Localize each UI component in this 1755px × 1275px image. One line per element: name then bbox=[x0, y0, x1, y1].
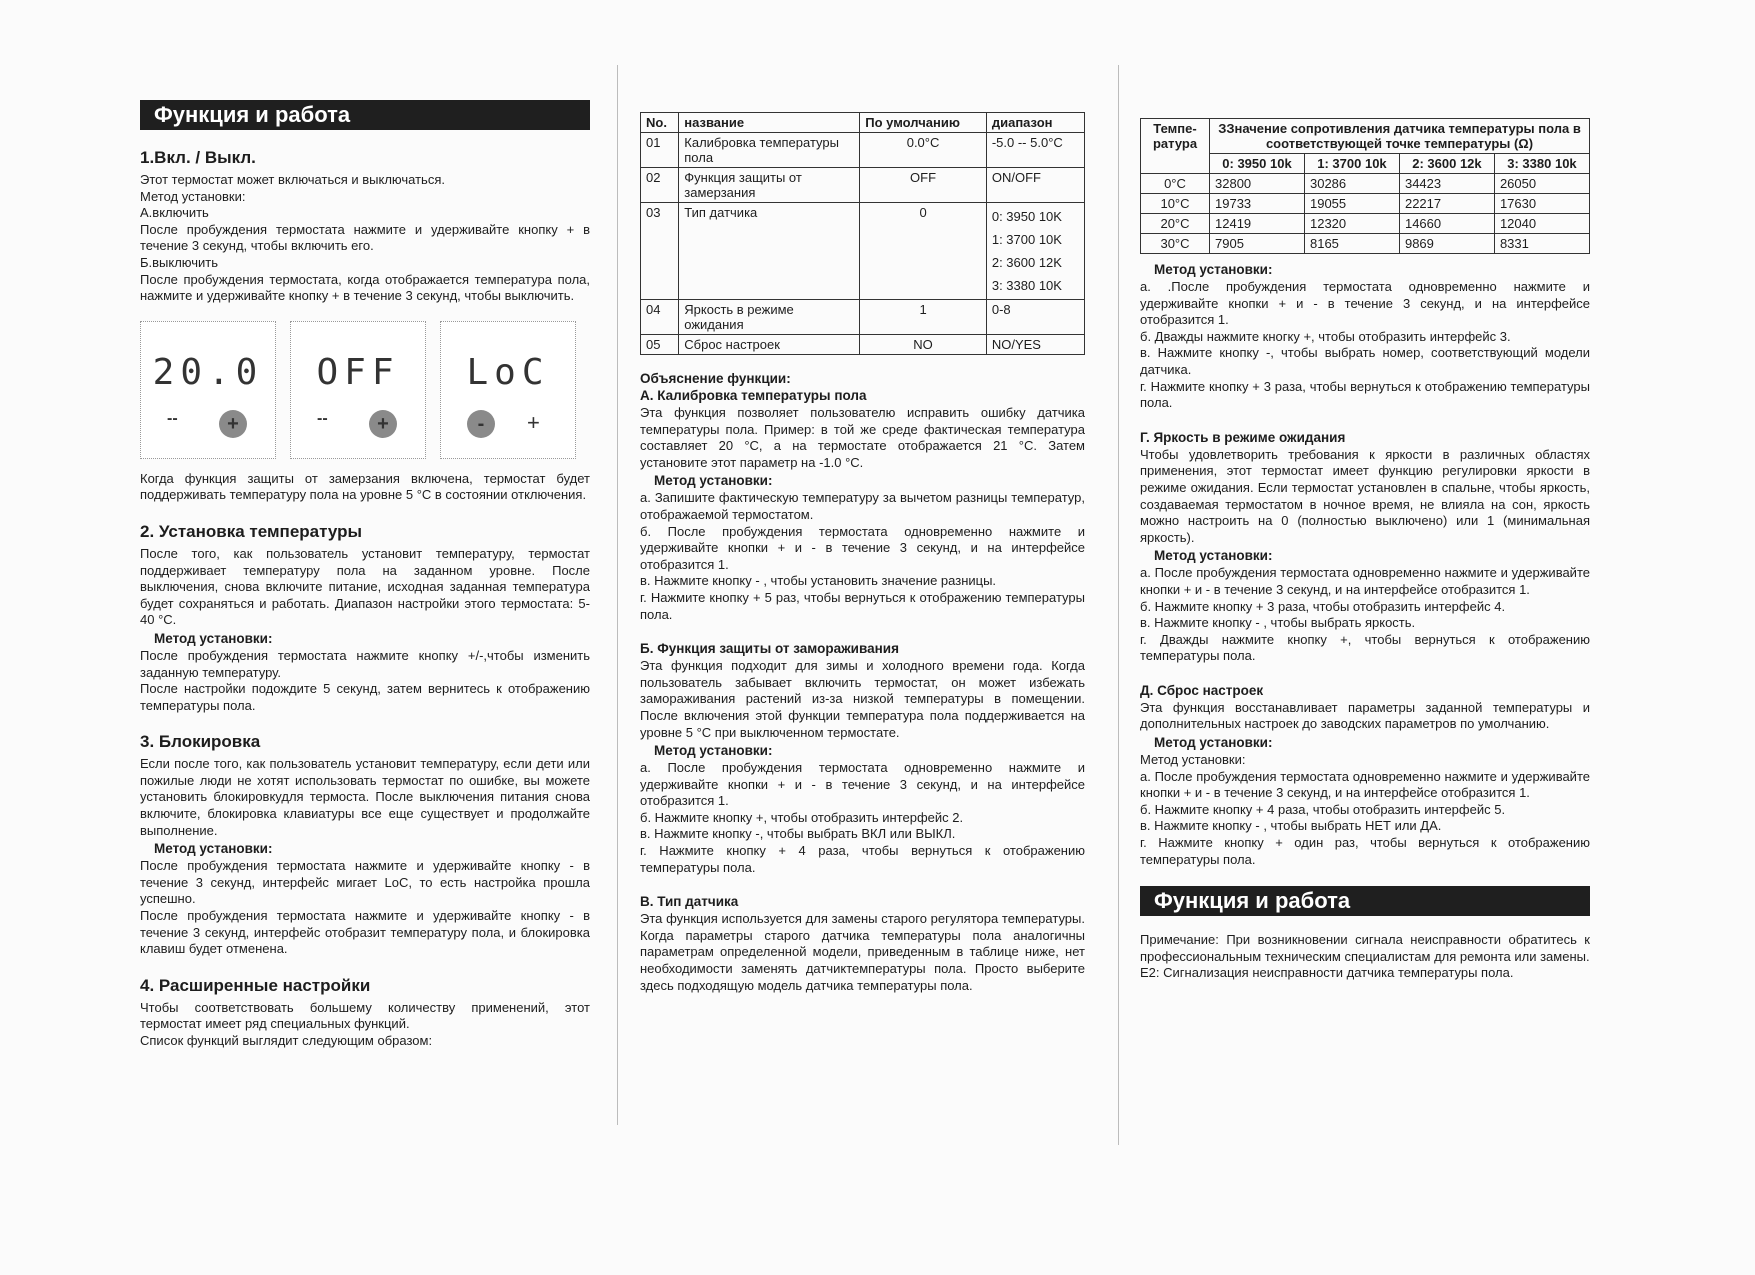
cell-name: Сброс настроек bbox=[679, 335, 860, 355]
table-row bbox=[1141, 194, 1590, 214]
reset-method-sub: Метод установки: bbox=[1140, 752, 1246, 768]
brightness-step: г. Дважды нажмите кнопку +, чтобы вернуться к отображению температуры пола. bbox=[1140, 631, 1590, 664]
cell-value: 19733 bbox=[1210, 194, 1305, 214]
plus-button-icon: + bbox=[219, 410, 247, 438]
cell-range: 0: 3950 10K 1: 3700 10K 2: 3600 12K 3: 3380 10K bbox=[986, 203, 1084, 300]
sensor-step: б. Дважды нажмите кногку +, чтобы отобразить интерфейс 3. bbox=[1140, 328, 1511, 344]
sensor-step: в. Нажмите кнопку -, чтобы выбрать номер, соответствующий модели датчика. bbox=[1140, 345, 1590, 377]
brightness-method: Метод установки: bbox=[1154, 548, 1273, 564]
header-default: По умолчанию bbox=[860, 113, 987, 133]
fold-line-right bbox=[1118, 65, 1119, 1145]
header-resistance: ЗЗначение сопротивления датчика температуры пола в соответствующей точке температуры (Ω) bbox=[1210, 119, 1590, 154]
calibration-step: в. Нажмите кнопку - , чтобы установить значение разницы. bbox=[640, 573, 997, 589]
function-table bbox=[640, 112, 1085, 355]
table-row bbox=[641, 133, 1085, 168]
cell-value: 12320 bbox=[1304, 214, 1399, 234]
cell-name: Тип датчика bbox=[679, 203, 860, 300]
cell-name: Функция защиты от замерзания bbox=[679, 168, 860, 203]
cell-temp: 30°C bbox=[1141, 234, 1210, 254]
cell-no: 04 bbox=[641, 300, 679, 335]
cell-name: Яркость в режиме ожидания bbox=[679, 300, 860, 335]
calibration-step: а. Запишите фактическую температуру за вычетом разницы температур, отображаемой термостатом. bbox=[640, 490, 1085, 522]
reset-method: Метод установки: bbox=[1154, 735, 1273, 751]
cell-range: 0-8 bbox=[986, 300, 1084, 335]
cell-value: 9869 bbox=[1399, 234, 1494, 254]
left-column bbox=[140, 100, 590, 1050]
freeze-step: б. Нажмите кнопку +, чтобы отобразить интерфейс 2. bbox=[640, 809, 964, 825]
lock-text: Если после того, как пользователь установит температуру, если дети или пожилые люди не хотят использовать термостат по ошибке, вы можете установить блокировкудля термоста. После выключения питания снова включите, блокировка клавиатуры все еще существует и продолжайте выполнение. bbox=[140, 756, 590, 838]
sensor-text: Эта функция используется для замены старого регулятора температуры. Когда параметры старого датчика температуры пола аналогичны параметрам определенной модели, приведенным в таблице ниже, нет необходимости заменять датчиктемпературы пола. Просто выберите здесь подходящую модель датчика температуры пола. bbox=[640, 911, 1085, 993]
subheader-model: 1: 3700 10k bbox=[1304, 154, 1399, 174]
table-header-row bbox=[641, 113, 1085, 133]
section-banner-bottom: Функция и работа bbox=[1140, 886, 1590, 916]
onoff-method: Метод установки: bbox=[140, 188, 246, 204]
calibration-text: Эта функция позволяет пользователю исправить ошибку датчика температуры пола. Пример: в той же среде фактическая температура составляет 20 °C, а на термостате отображается 21 °C. Затем установите этот параметр на -1.0 °C. bbox=[640, 405, 1085, 470]
onoff-a-label: А.включить bbox=[140, 205, 209, 221]
advanced-title: 4. Расширенные настройки bbox=[140, 975, 371, 995]
calibration-step: б. После пробуждения термостата одновременно нажмите и удерживайте кнопки + и - в течение 3 секунд, и на интерфейсе отобразится 1. bbox=[640, 523, 1085, 572]
reset-step: г. Нажмите кнопку + один раз, чтобы вернуться к отображению температуры пола. bbox=[1140, 835, 1590, 867]
freeze-method: Метод установки: bbox=[654, 743, 773, 759]
freeze-note: Когда функция защиты от замерзания включена, термостат будет поддерживать температуру пола на уровне 5 °C в состоянии отключения. bbox=[140, 470, 590, 503]
reset-step: а. После пробуждения термостата одновременно нажмите и удерживайте кнопки + и - в течение 3 секунд, и на интерфейсе отобразится 1. bbox=[1140, 768, 1590, 801]
header-no: No. bbox=[641, 113, 679, 133]
cell-range: -5.0 -- 5.0°C bbox=[986, 133, 1084, 168]
fault-e2: E2: Сигнализация неисправности датчика температуры пола. bbox=[1140, 965, 1514, 981]
plus-button-label: + bbox=[527, 409, 540, 435]
freeze-step: г. Нажмите кнопку + 4 раза, чтобы вернуться к отображению температуры пола. bbox=[640, 843, 1085, 875]
reset-step: б. Нажмите кнопку + 4 раза, чтобы отобразить интерфейс 5. bbox=[1140, 801, 1506, 817]
cell-temp: 20°C bbox=[1141, 214, 1210, 234]
cell-default: OFF bbox=[860, 168, 987, 203]
middle-column bbox=[640, 112, 1085, 994]
freeze-title: Б. Функция защиты от замораживания bbox=[640, 641, 899, 657]
sensor-title: В. Тип датчика bbox=[640, 894, 739, 910]
header-temperature: Темпе-ратура bbox=[1141, 119, 1210, 174]
cell-value: 12040 bbox=[1494, 214, 1589, 234]
cell-default: 0 bbox=[860, 203, 987, 300]
advanced-text: Чтобы соответствовать большему количеству применений, этот термостат имеет ряд специальных функций. bbox=[140, 999, 590, 1032]
settemp-p2: После настройки подождите 5 секунд, затем вернитесь к отображению температуры пола. bbox=[140, 681, 590, 713]
cell-value: 26050 bbox=[1494, 174, 1589, 194]
minus-button-icon: - bbox=[467, 410, 495, 438]
table-header-row bbox=[1141, 119, 1590, 154]
lock-method: Метод установки: bbox=[154, 841, 273, 857]
cell-name: Калибровка температуры пола bbox=[679, 133, 860, 168]
settemp-title: 2. Установка температуры bbox=[140, 521, 363, 541]
cell-default: 0.0°C bbox=[860, 133, 987, 168]
freeze-text: Эта функция подходит для зимы и холодного времени года. Когда пользователь забывает включить термостат, он может избежать замораживания растений из-за низкой температуры в помещении. После включения этой функции температура пола поддерживается на уровне 5 °C при выключенном термостате. bbox=[640, 658, 1085, 740]
lock-p1: После пробуждения термостата нажмите и удерживайте кнопку - в течение 3 секунд, интерфейс мигает LoC, то есть настройка прошла успешно. bbox=[140, 858, 590, 907]
fault-note: Примечание: При возникновении сигнала неисправности обратитесь к профессиональным техническим специалистам для ремонта или замены. bbox=[1140, 932, 1590, 964]
cell-value: 12419 bbox=[1210, 214, 1305, 234]
cell-value: 7905 bbox=[1210, 234, 1305, 254]
settemp-method: Метод установки: bbox=[154, 630, 273, 646]
right-column bbox=[1140, 118, 1590, 982]
cell-value: 30286 bbox=[1304, 174, 1399, 194]
fold-line-left bbox=[617, 65, 618, 1125]
plus-button-icon: + bbox=[369, 410, 397, 438]
sensor-method: Метод установки: bbox=[1154, 262, 1273, 277]
onoff-b-text: После пробуждения термостата, когда отображается температура пола, нажмите и удерживайте кнопку + в течение 3 секунд, чтобы выключить. bbox=[140, 271, 590, 304]
cell-value: 17630 bbox=[1494, 194, 1589, 214]
cell-value: 8331 bbox=[1494, 234, 1589, 254]
display-off bbox=[290, 321, 426, 459]
display-illustrations bbox=[140, 321, 590, 459]
brightness-text: Чтобы удовлетворить требования к яркости в различных областях применения, этот термостат имеет функцию регулировки яркости в режиме ожидания. Если термостат установлен в спальне, чтобы яркость, создаваемая термостатом в ночное время, не влияла на сон, яркость можно настроить на 0 (полностью выключено) или 1 (минимальная яркость). bbox=[1140, 446, 1590, 545]
header-name: название bbox=[679, 113, 860, 133]
cell-temp: 10°C bbox=[1141, 194, 1210, 214]
table-row bbox=[641, 300, 1085, 335]
cell-value: 14660 bbox=[1399, 214, 1494, 234]
lock-title: 3. Блокировка bbox=[140, 732, 261, 752]
calibration-title: А. Калибровка температуры пола bbox=[640, 388, 867, 403]
cell-value: 32800 bbox=[1210, 174, 1305, 194]
cell-value: 22217 bbox=[1399, 194, 1494, 214]
cell-no: 03 bbox=[641, 203, 679, 300]
onoff-b-label: Б.выключить bbox=[140, 254, 219, 270]
section-banner: Функция и работа bbox=[140, 100, 590, 130]
cell-no: 02 bbox=[641, 168, 679, 203]
brightness-step: б. Нажмите кнопку + 3 раза, чтобы отобразить интерфейс 4. bbox=[1140, 598, 1506, 614]
reset-step: в. Нажмите кнопку - , чтобы выбрать НЕТ или ДА. bbox=[1140, 818, 1442, 834]
minus-button-label: -- bbox=[167, 409, 178, 427]
sensor-step: а. .После пробуждения термостата одновременно нажмите и удерживайте кнопки + и - в течение 3 секунд, и на интерфейсе отобразится 1. bbox=[1140, 279, 1590, 328]
reset-title: Д. Сброс настроек bbox=[1140, 682, 1264, 698]
table-row bbox=[641, 168, 1085, 203]
cell-no: 05 bbox=[641, 335, 679, 355]
cell-temp: 0°C bbox=[1141, 174, 1210, 194]
freeze-step: а. После пробуждения термостата одновременно нажмите и удерживайте кнопки + и - в течение 3 секунд, и на интерфейсе отобразится 1. bbox=[640, 760, 1085, 809]
table-row bbox=[641, 203, 1085, 300]
display-temperature bbox=[140, 321, 276, 459]
sensor-step: г. Нажмите кнопку + 3 раза, чтобы вернуться к отображению температуры пола. bbox=[1140, 378, 1590, 411]
table-row bbox=[641, 335, 1085, 355]
subheader-model: 2: 3600 12k bbox=[1399, 154, 1494, 174]
subheader-model: 0: 3950 10k bbox=[1210, 154, 1305, 174]
minus-button-label: -- bbox=[317, 409, 328, 427]
lock-p2: После пробуждения термостата нажмите и удерживайте кнопку - в течение 3 секунд, интерфейс отобразит температуру пола, и блокировка клавиш будет отменена. bbox=[140, 908, 590, 957]
cell-value: 19055 bbox=[1304, 194, 1399, 214]
settemp-p1: После пробуждения термостата нажмите кнопку +/-,чтобы изменить заданную температуру. bbox=[140, 647, 590, 680]
display-screen-text: LoC bbox=[466, 351, 550, 393]
cell-default: NO bbox=[860, 335, 987, 355]
cell-range: NO/YES bbox=[986, 335, 1084, 355]
onoff-intro: Этот термостат может включаться и выключаться. bbox=[140, 172, 445, 187]
onoff-title: 1.Вкл. / Выкл. bbox=[140, 148, 256, 167]
advanced-list: Список функций выглядит следующим образом: bbox=[140, 1033, 433, 1048]
display-screen-text: 20.0 bbox=[152, 351, 264, 393]
settemp-text: После того, как пользователь установит температуру, термостат поддерживает температуру пола на заданном уровне. После выключения, снова включите питание, исходная заданная температура будет сохраняться и работать. Диапазон настройки этого термостата: 5-40 °C. bbox=[140, 545, 590, 628]
freeze-step: в. Нажмите кнопку -, чтобы выбрать ВКЛ или ВЫКЛ. bbox=[640, 826, 956, 842]
table-row bbox=[1141, 214, 1590, 234]
onoff-a-text: После пробуждения термостата нажмите и удерживайте кнопку + в течение 3 секунд, чтобы включить его. bbox=[140, 221, 590, 254]
table-row bbox=[1141, 174, 1590, 194]
cell-value: 8165 bbox=[1304, 234, 1399, 254]
subheader-model: 3: 3380 10k bbox=[1494, 154, 1589, 174]
brightness-title: Г. Яркость в режиме ожидания bbox=[1140, 429, 1346, 445]
brightness-step: в. Нажмите кнопку - , чтобы выбрать яркость. bbox=[1140, 615, 1416, 631]
display-screen-text: OFF bbox=[316, 351, 400, 393]
header-range: диапазон bbox=[986, 113, 1084, 133]
table-row bbox=[1141, 234, 1590, 254]
cell-no: 01 bbox=[641, 133, 679, 168]
display-lock bbox=[440, 321, 576, 459]
cell-value: 34423 bbox=[1399, 174, 1494, 194]
cell-default: 1 bbox=[860, 300, 987, 335]
explanation-title: Объяснение функции: bbox=[640, 371, 791, 386]
brightness-step: а. После пробуждения термостата одновременно нажмите и удерживайте кнопки + и - в течение 3 секунд, и на интерфейсе отобразится 1. bbox=[1140, 565, 1590, 597]
cell-range: ON/OFF bbox=[986, 168, 1084, 203]
calibration-step: г. Нажмите кнопку + 5 раз, чтобы вернуться к отображению температуры пола. bbox=[640, 589, 1085, 622]
calibration-method: Метод установки: bbox=[654, 473, 773, 489]
resistance-table bbox=[1140, 118, 1590, 254]
reset-text: Эта функция восстанавливает параметры заданной температуры и дополнительных настроек до заводских параметров по умолчанию. bbox=[1140, 699, 1590, 732]
